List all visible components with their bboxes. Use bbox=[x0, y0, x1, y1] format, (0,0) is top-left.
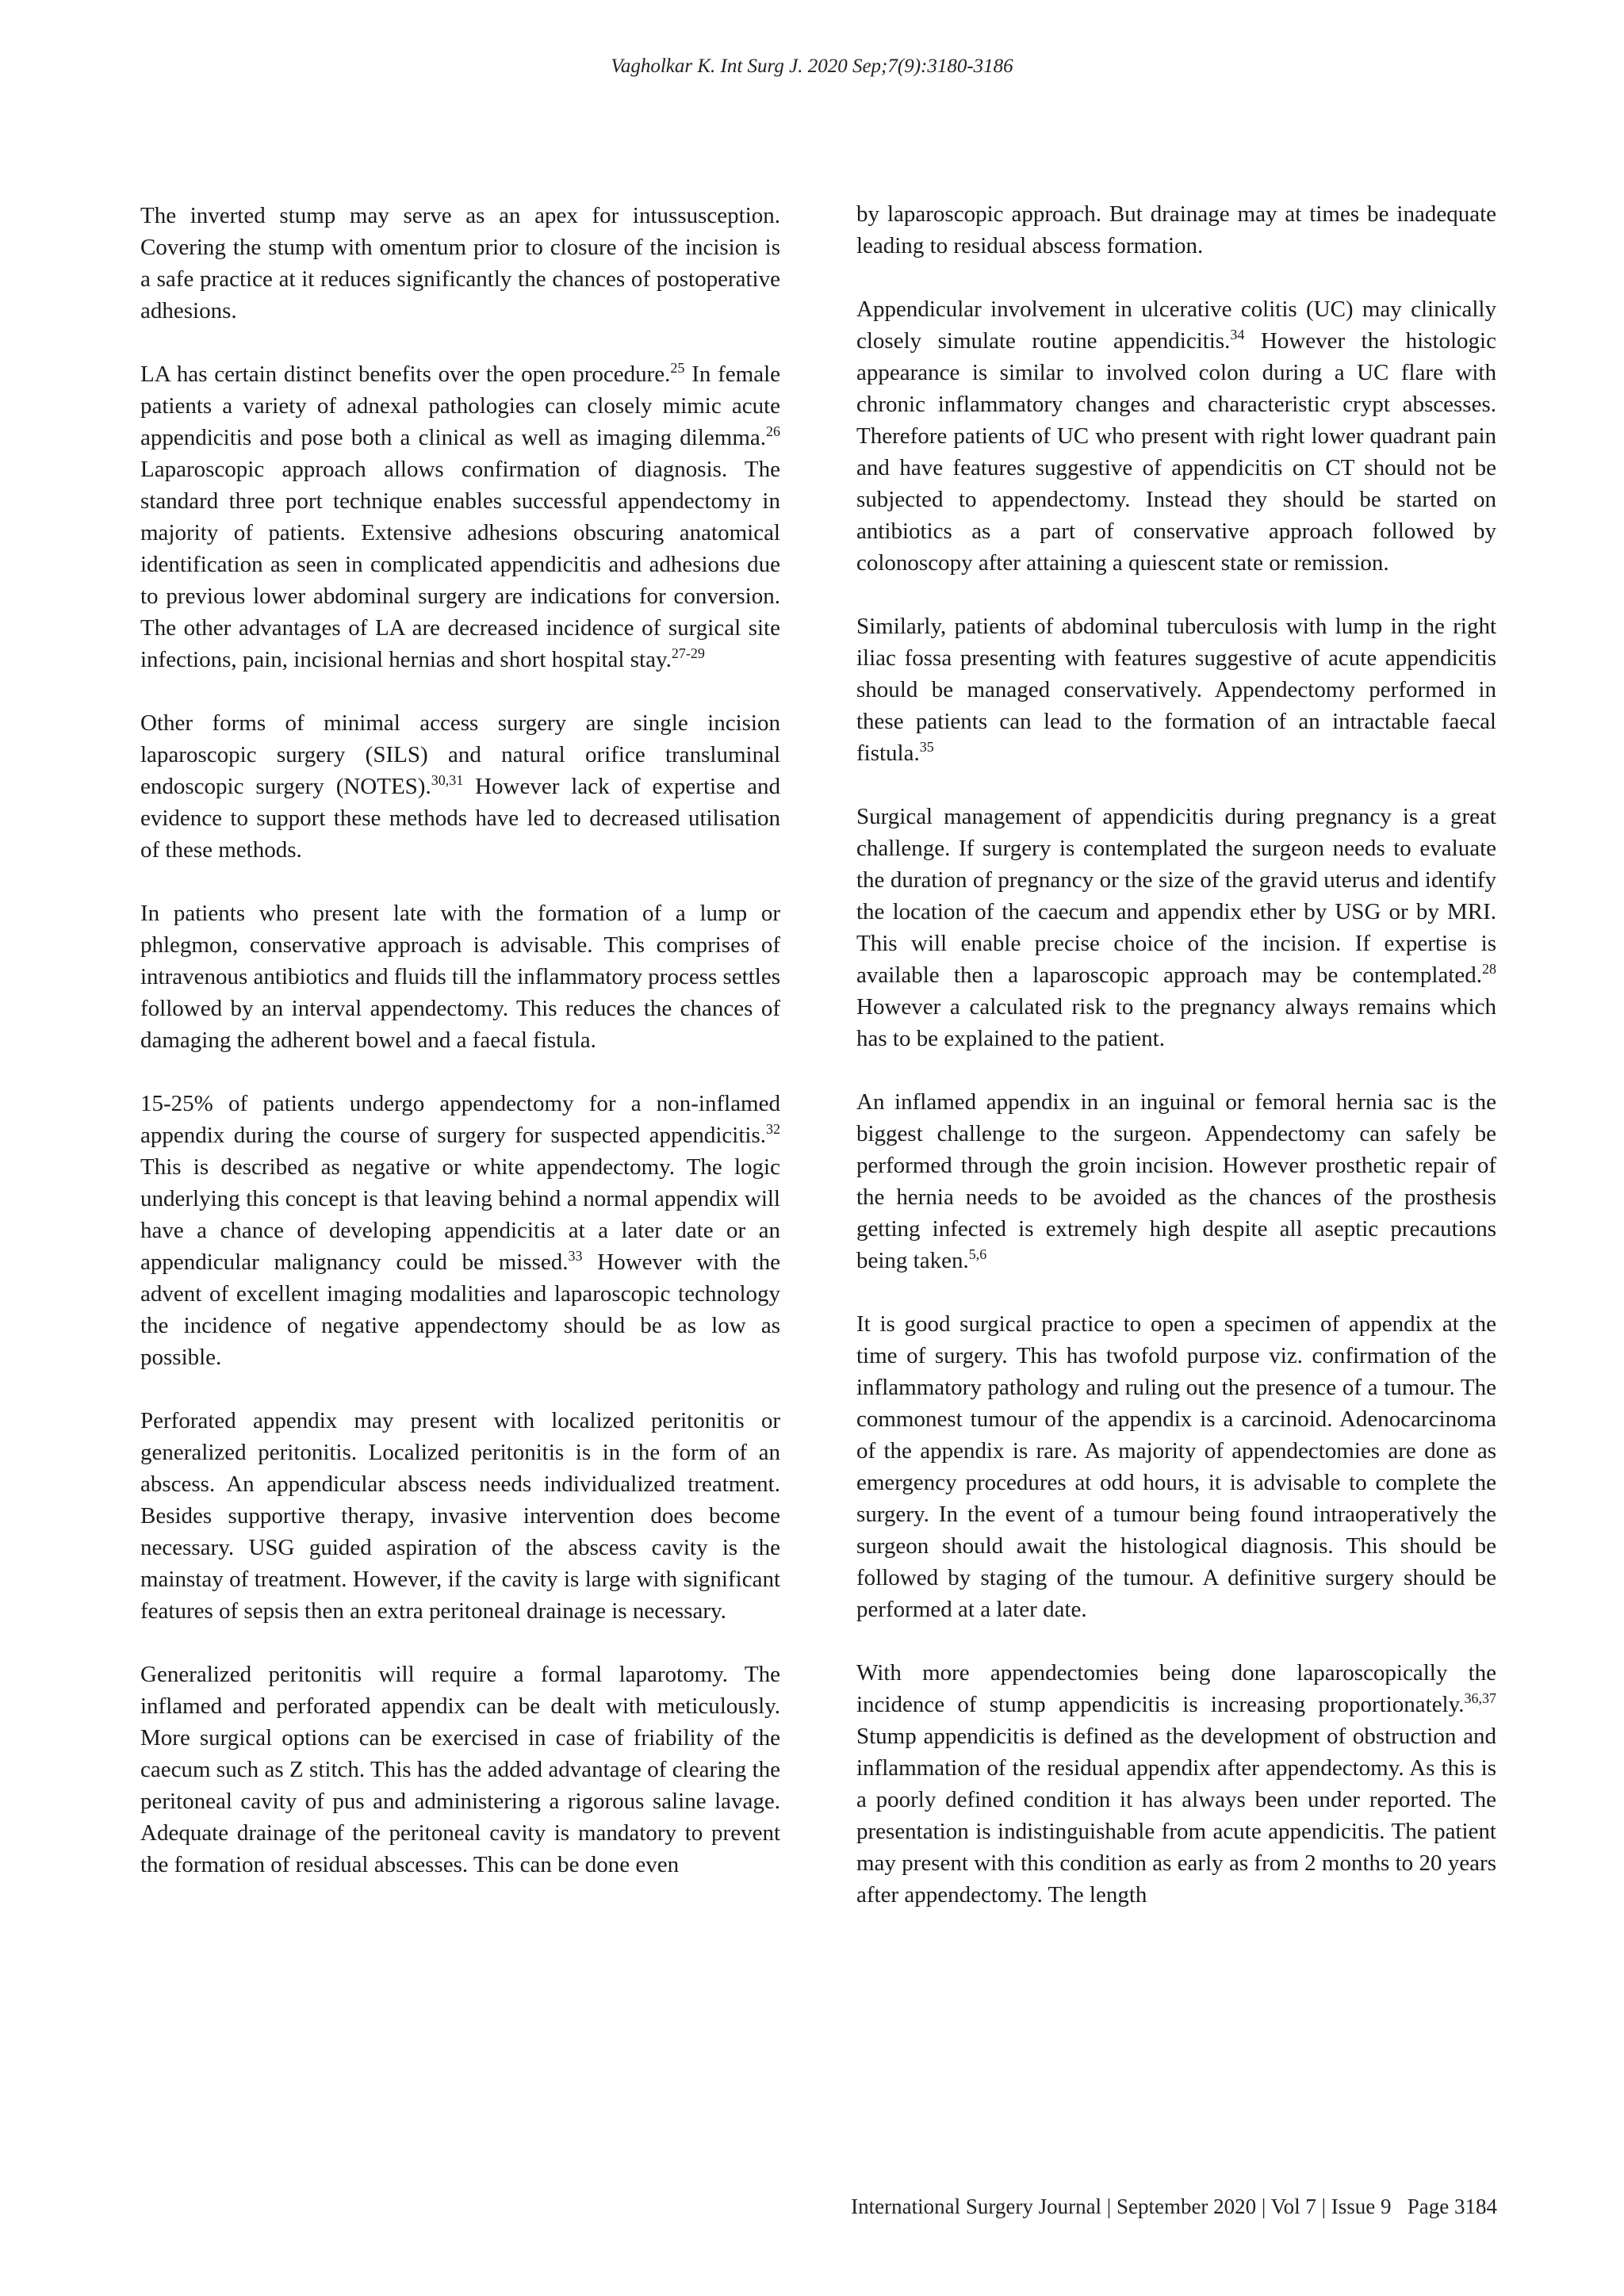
right-column bbox=[856, 198, 1496, 1911]
text: The inverted stump may serve as an apex for intussusception. Covering the stump with omentum prior to closure of the incision is a safe practice at it reduces significantly the chances of postoperative adhesions. bbox=[140, 203, 780, 323]
text: LA has certain distinct benefits over the open procedure. bbox=[140, 362, 671, 387]
citation-ref: 35 bbox=[919, 739, 934, 755]
left-column bbox=[140, 200, 780, 1881]
paragraph bbox=[856, 801, 1496, 1054]
running-header: Vagholkar K. Int Surg J. 2020 Sep;7(9):3180-3186 bbox=[611, 55, 1013, 77]
text: Perforated appendix may present with localized peritonitis or generalized peritonitis. Localized peritonitis is in the form of an abscess. An appendicular abscess needs individualized treatment. Besides supportive therapy, invasive intervention does become necessary. USG guided aspiration of the abscess cavity is the mainstay of treatment. However, if the cavity is large with significant features of sepsis then an extra peritoneal drainage is necessary. bbox=[140, 1408, 780, 1624]
paragraph bbox=[140, 1659, 780, 1881]
text: However a calculated risk to the pregnancy always remains which has to be explained to the patient. bbox=[856, 994, 1496, 1051]
text: Similarly, patients of abdominal tuberculosis with lump in the right iliac fossa presenting with features suggestive of acute appendicitis should be managed conservatively. Appendectomy performed in these patients can lead to the formation of an intractable faecal fistula. bbox=[856, 614, 1496, 766]
text: 15-25% of patients undergo appendectomy for a non-inflamed appendix during the course of surgery for suspected appendicitis. bbox=[140, 1091, 780, 1148]
paragraph bbox=[856, 1657, 1496, 1911]
text: by laparoscopic approach. But drainage may at times be inadequate leading to residual abscess formation. bbox=[856, 201, 1496, 258]
paragraph bbox=[140, 707, 780, 866]
text: Laparoscopic approach allows confirmation of diagnosis. The standard three port technique enables successful appendectomy in majority of patients. Extensive adhesions obscuring anatomical identification as seen in complicated appendicitis and adhesions due to previous lower abdominal surgery are indications for conversion. The other advantages of LA are decreased incidence of surgical site infections, pain, incisional hernias and short hospital stay. bbox=[140, 457, 780, 672]
paragraph bbox=[140, 897, 780, 1056]
text: However with the advent of excellent imaging modalities and laparoscopic technology the incidence of negative appendectomy should be as low as possible. bbox=[140, 1249, 780, 1370]
citation-ref: 28 bbox=[1482, 961, 1496, 977]
text: In patients who present late with the formation of a lump or phlegmon, conservative approach is advisable. This comprises of intravenous antibiotics and fluids till the inflammatory process settles followed by an interval appendectomy. This reduces the chances of damaging the adherent bowel and a faecal fistula. bbox=[140, 901, 781, 1053]
citation-ref: 27-29 bbox=[671, 645, 705, 661]
text: Stump appendicitis is defined as the development of obstruction and inflammation of the residual appendix after appendectomy. As this is a poorly defined condition it has always been under reported. The presentation is indistinguishable from acute appendicitis. The patient may present with this condition as early as from 2 months to 20 years after appendectomy. The length bbox=[856, 1724, 1496, 1908]
text: In female patients a variety of adnexal pathologies can closely mimic acute appendicitis and pose both a clinical as well as imaging dilemma. bbox=[140, 362, 780, 450]
citation-ref: 36,37 bbox=[1464, 1690, 1496, 1706]
text: Generalized peritonitis will require a formal laparotomy. The inflamed and perforated appendix can be dealt with meticulously. More surgical options can be exercised in case of friability of the caecum such as Z stitch. This has the added advantage of clearing the peritoneal cavity of pus and administering a rigorous saline lavage. Adequate drainage of the peritoneal cavity is mandatory to prevent the formation of residual abscesses. This can be done even bbox=[140, 1662, 780, 1877]
text: Appendicular involvement in ulcerative colitis (UC) may clinically closely simulate routine appendicitis. bbox=[856, 297, 1496, 354]
paragraph bbox=[856, 293, 1496, 579]
text: It is good surgical practice to open a specimen of appendix at the time of surgery. This has twofold purpose viz. confirmation of the inflammatory pathology and ruling out the presence of a tumour. The commonest tumour of the appendix is a carcinoid. Adenocarcinoma of the appendix is rare. As majority of appendectomies are done as emergency procedures at odd hours, it is advisable to complete the surgery. In the event of a tumour being found intraoperatively the surgeon should await the histological diagnosis. This should be followed by staging of the tumour. A definitive surgery should be performed at a later date. bbox=[856, 1311, 1496, 1622]
text: This is described as negative or white appendectomy. The logic underlying this concept is that leaving behind a normal appendix will have a chance of developing appendicitis at a later date or an appendicular malignancy could be missed. bbox=[140, 1154, 780, 1275]
text: An inflamed appendix in an inguinal or femoral hernia sac is the biggest challenge to the surgeon. Appendectomy can safely be performed through the groin incision. However prosthetic repair of the hernia needs to be avoided as the chances of the prosthesis getting infected is extremely high despite all aseptic precautions being taken. bbox=[856, 1089, 1496, 1273]
paragraph bbox=[856, 610, 1496, 769]
text: However the histologic appearance is similar to involved colon during a UC flare with chronic inflammatory changes and characteristic crypt abscesses. Therefore patients of UC who present with right lower quadrant pain and have features suggestive of appendicitis on CT should not be subjected to appendectomy. Instead they should be started on antibiotics as a part of conservative approach followed by colonoscopy after attaining a quiescent state or remission. bbox=[856, 328, 1496, 576]
citation-ref: 26 bbox=[766, 423, 780, 439]
text: However lack of expertise and evidence to support these methods have led to decreased utilisation of these methods. bbox=[140, 774, 780, 863]
text: Other forms of minimal access surgery are single incision laparoscopic surgery (SILS) and natural orifice transluminal endoscopic surgery (NOTES). bbox=[140, 710, 780, 799]
paragraph bbox=[856, 1086, 1496, 1276]
paragraph bbox=[140, 1088, 780, 1373]
citation-ref: 33 bbox=[568, 1248, 583, 1264]
citation-ref: 5,6 bbox=[968, 1246, 987, 1262]
paragraph bbox=[856, 198, 1496, 262]
paragraph bbox=[140, 1405, 780, 1627]
citation-ref: 32 bbox=[766, 1121, 780, 1137]
citation-ref: 34 bbox=[1230, 327, 1245, 342]
citation-ref: 30,31 bbox=[431, 772, 464, 788]
paragraph bbox=[856, 1308, 1496, 1625]
text: With more appendectomies being done laparoscopically the incidence of stump appendicitis is increasing proportionately. bbox=[856, 1660, 1496, 1717]
citation-ref: 25 bbox=[670, 360, 685, 376]
page-footer: International Surgery Journal | September 2020 | Vol 7 | Issue 9 Page 3184 bbox=[851, 2195, 1497, 2218]
text: Surgical management of appendicitis during pregnancy is a great challenge. If surgery is contemplated the surgeon needs to evaluate the duration of pregnancy or the size of the gravid uterus and identify the location of the caecum and appendix ether by USG or by MRI. This will enable precise choice of the incision. If expertise is available then a laparoscopic approach may be contemplated. bbox=[856, 804, 1496, 988]
paragraph bbox=[140, 358, 780, 675]
paragraph bbox=[140, 200, 780, 327]
